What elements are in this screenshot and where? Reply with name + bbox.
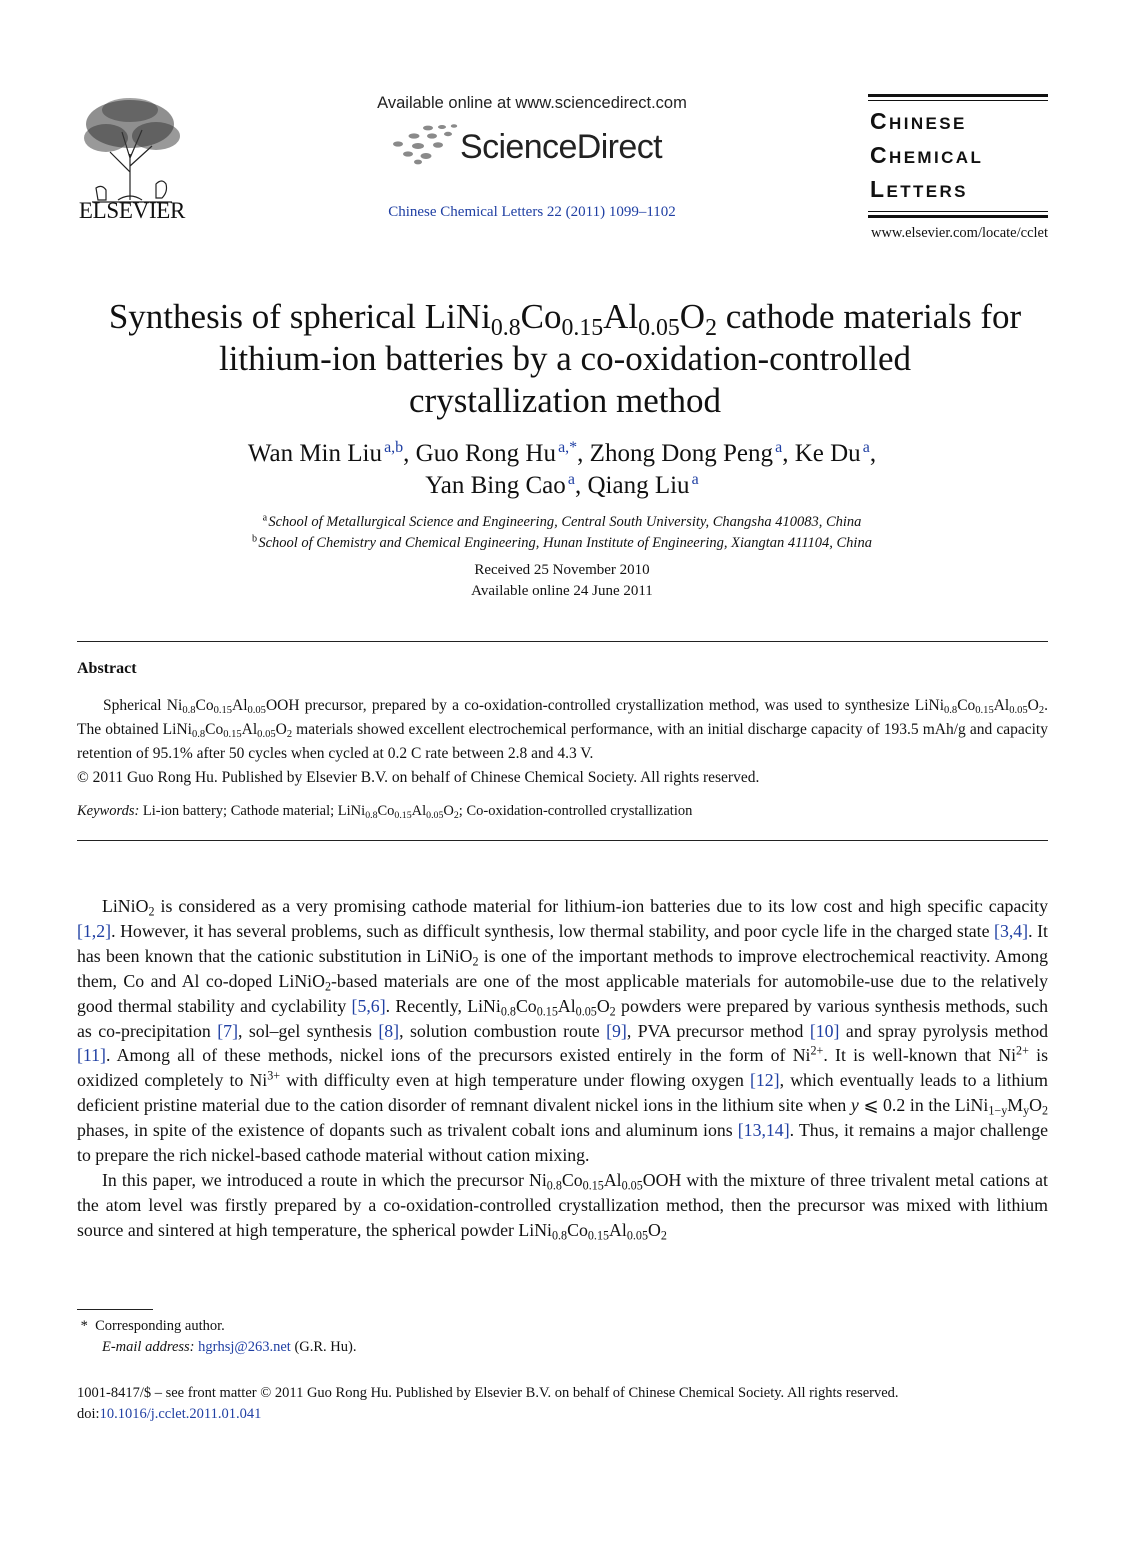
- sciencedirect-wordmark: ScienceDirect: [460, 128, 662, 166]
- keywords: Keywords: Li-ion battery; Cathode material; $LiNi_{0.8}Co_{0.15}Al_{0.05}O_2$; Co-oxidation-controlled crystallization: [77, 803, 693, 821]
- affiliation-mark[interactable]: a,b: [384, 439, 404, 457]
- author-name[interactable]: Wan Min Liu: [247, 440, 382, 467]
- online-date: Available online 24 June 2011: [471, 583, 653, 599]
- article-title: Synthesis of spherical $LiNi_{0.8}Co_{0.15}Al_{0.05}O_2$ cathode materials for lithium-ion batteries by a co-oxidation-controlled crystallization method: [108, 297, 1022, 420]
- citation-link[interactable]: [13,14]: [737, 1120, 790, 1141]
- abstract-text: Spherical $Ni_{0.8}Co_{0.15}Al_{0.05}OOH$ precursor, prepared by a co-oxidation-controlled crystallization method, was used to synthesize $LiNi_{0.8}Co_{0.15}Al_{0.05}O_2$. The obtained $LiNi_{0.8}Co_{0.15}Al_{0.05}O_2$ materials showed excellent electrochemical performance, with an initial discharge capacity of 193.5 mAh/g and capacity retention of 95.1% after 50 cycles when cycled at 0.2 C rate between 2.8 and 4.3 V. © 2011 Guo Rong Hu. Published by Elsevier B.V. on behalf of Chinese Chemical Society. All rights reserved.: [77, 694, 1048, 790]
- author-name[interactable]: Qiang Liu: [587, 472, 690, 499]
- citation-link[interactable]: [12]: [749, 1070, 780, 1091]
- affiliation-b: $^b$ School of Chemistry and Chemical Engineering, Hunan Institute of Engineering, Xiangtan 411104, China: [252, 533, 872, 551]
- available-online-text: Available online at www.sciencedirect.com: [377, 94, 687, 112]
- affiliations: [60, 512, 1064, 554]
- paragraph-1: LiNiO$_2$ is considered as a very promising cathode material for lithium-ion batteries due to its low cost and high specific capacity [1,2]. However, it has several problems, such as difficult synthesis, low thermal stability, and poor cycle life in the charged state [3,4]. It has been known that the cationic substitution in LiNiO$_2$ is one of the important methods to improve electrochemical reactivity. Among them, Co and Al co-doped LiNiO$_2$-based materials are one of the most applicable materials for automobile-use due to the relatively good thermal stability and cyclability [5,6]. Recently, $LiNi_{0.8}Co_{0.15}Al_{0.05}O_2$ powders were prepared by various synthesis methods, such as co-precipitation [7], sol–gel synthesis [8], solution combustion route [9], PVA precursor method [10] and spray pyrolysis method [11]. Among all of these methods, nickel ions of the precursors existed entirely in the form of $Ni^{2+}$. It is well-known that $Ni^{2+}$ is oxidized completely to $Ni^{3+}$ with difficulty even at high temperature under flowing oxygen [12], which eventually leads to a lithium deficient pristine material due to the cation disorder of remnant divalent nickel ions in the lithium site when y ⩽ 0.2 in the $LiNi_{1-y}M_yO_2$ phases, in spite of the existence of dopants such as trivalent cobalt ions and aluminum ions [13,14]. Thus, it remains a major challenge to prepare the rich nickel-based cathode material without cation mixing.: [77, 896, 1049, 1166]
- divider: [77, 840, 1048, 841]
- journal-logo-line-2: CHEMICAL: [870, 142, 984, 168]
- paragraph-2: In this paper, we introduced a route in which the precursor $Ni_{0.8}Co_{0.15}Al_{0.05}OOH$ with the mixture of three trivalent metal cations at the atom level was firstly prepared by a co-oxidation-controlled crystallization method, then the precursor was mixed with lithium source and sintered at high temperature, the spherical powder $LiNi_{0.8}Co_{0.15}Al_{0.05}O_2$: [77, 1169, 1048, 1243]
- front-matter-copyright: 1001-8417/$ – see front matter © 2011 Guo Rong Hu. Published by Elsevier B.V. on behalf of Chinese Chemical Society. All rights reserved.: [77, 1385, 899, 1401]
- abstract-heading: Abstract: [77, 660, 137, 677]
- footnote-rule: [77, 1309, 153, 1310]
- received-date: Received 25 November 2010: [474, 562, 650, 578]
- affiliation-mark[interactable]: a,*: [558, 439, 578, 457]
- journal-logo-line-1: CHINESE: [870, 108, 967, 134]
- corresponding-author-note: * Corresponding author.: [80, 1318, 225, 1334]
- affiliation-a: $^a$ School of Metallurgical Science and Engineering, Central South University, Changsha 410083, China: [262, 512, 862, 530]
- sciencedirect-dots-logo: [388, 122, 460, 166]
- affiliation-mark[interactable]: a: [775, 439, 783, 457]
- citation-link[interactable]: [7]: [217, 1020, 238, 1041]
- citation-link[interactable]: [11]: [77, 1045, 106, 1066]
- affiliation-mark[interactable]: a: [691, 471, 699, 489]
- affiliation-mark[interactable]: a: [567, 471, 575, 489]
- citation-link[interactable]: [3,4]: [994, 920, 1029, 941]
- citation-link[interactable]: [9]: [606, 1020, 627, 1041]
- journal-logo-line-3: LETTERS: [870, 176, 968, 202]
- email-link[interactable]: hgrhsj@263.net: [198, 1339, 291, 1355]
- journal-reference-link[interactable]: Chinese Chemical Letters 22 (2011) 1099–1102: [388, 204, 676, 220]
- author-name[interactable]: Zhong Dong Peng: [589, 440, 773, 467]
- front-matter: [77, 1383, 1048, 1425]
- citation-link[interactable]: [1,2]: [77, 920, 112, 941]
- journal-url: www.elsevier.com/locate/cclet: [870, 225, 1048, 241]
- citation-link[interactable]: [5,6]: [351, 995, 386, 1016]
- author-list: Wan Min Liu $^{a,b}$, Guo Rong Hu $^{a,*}$, Zhong Dong Peng $^a$, Ke Du $^a$, Yan Bing Cao $^a$, Qiang Liu $^a$: [247, 439, 877, 499]
- body-text: [77, 894, 1048, 1243]
- abstract-copyright: © 2011 Guo Rong Hu. Published by Elsevier B.V. on behalf of Chinese Chemical Society. All rights reserved.: [77, 769, 760, 786]
- footnotes: [77, 1316, 356, 1358]
- email-note: E-mail address: hgrhsj@263.net (G.R. Hu).: [102, 1339, 357, 1355]
- citation-link[interactable]: [10]: [809, 1020, 840, 1041]
- citation-link[interactable]: [8]: [378, 1020, 400, 1041]
- divider: [77, 641, 1048, 642]
- doi-link[interactable]: 10.1016/j.cclet.2011.01.041: [99, 1406, 262, 1422]
- author-name[interactable]: Yan Bing Cao: [425, 472, 566, 499]
- publisher-name: ELSEVIER: [78, 198, 186, 223]
- doi-line: doi:10.1016/j.cclet.2011.01.041: [77, 1406, 262, 1422]
- author-name[interactable]: Ke Du: [794, 440, 861, 467]
- article-dates: [60, 560, 1064, 602]
- author-name[interactable]: Guo Rong Hu: [415, 440, 556, 467]
- journal-logo: [868, 94, 1048, 218]
- affiliation-mark[interactable]: a: [862, 439, 870, 457]
